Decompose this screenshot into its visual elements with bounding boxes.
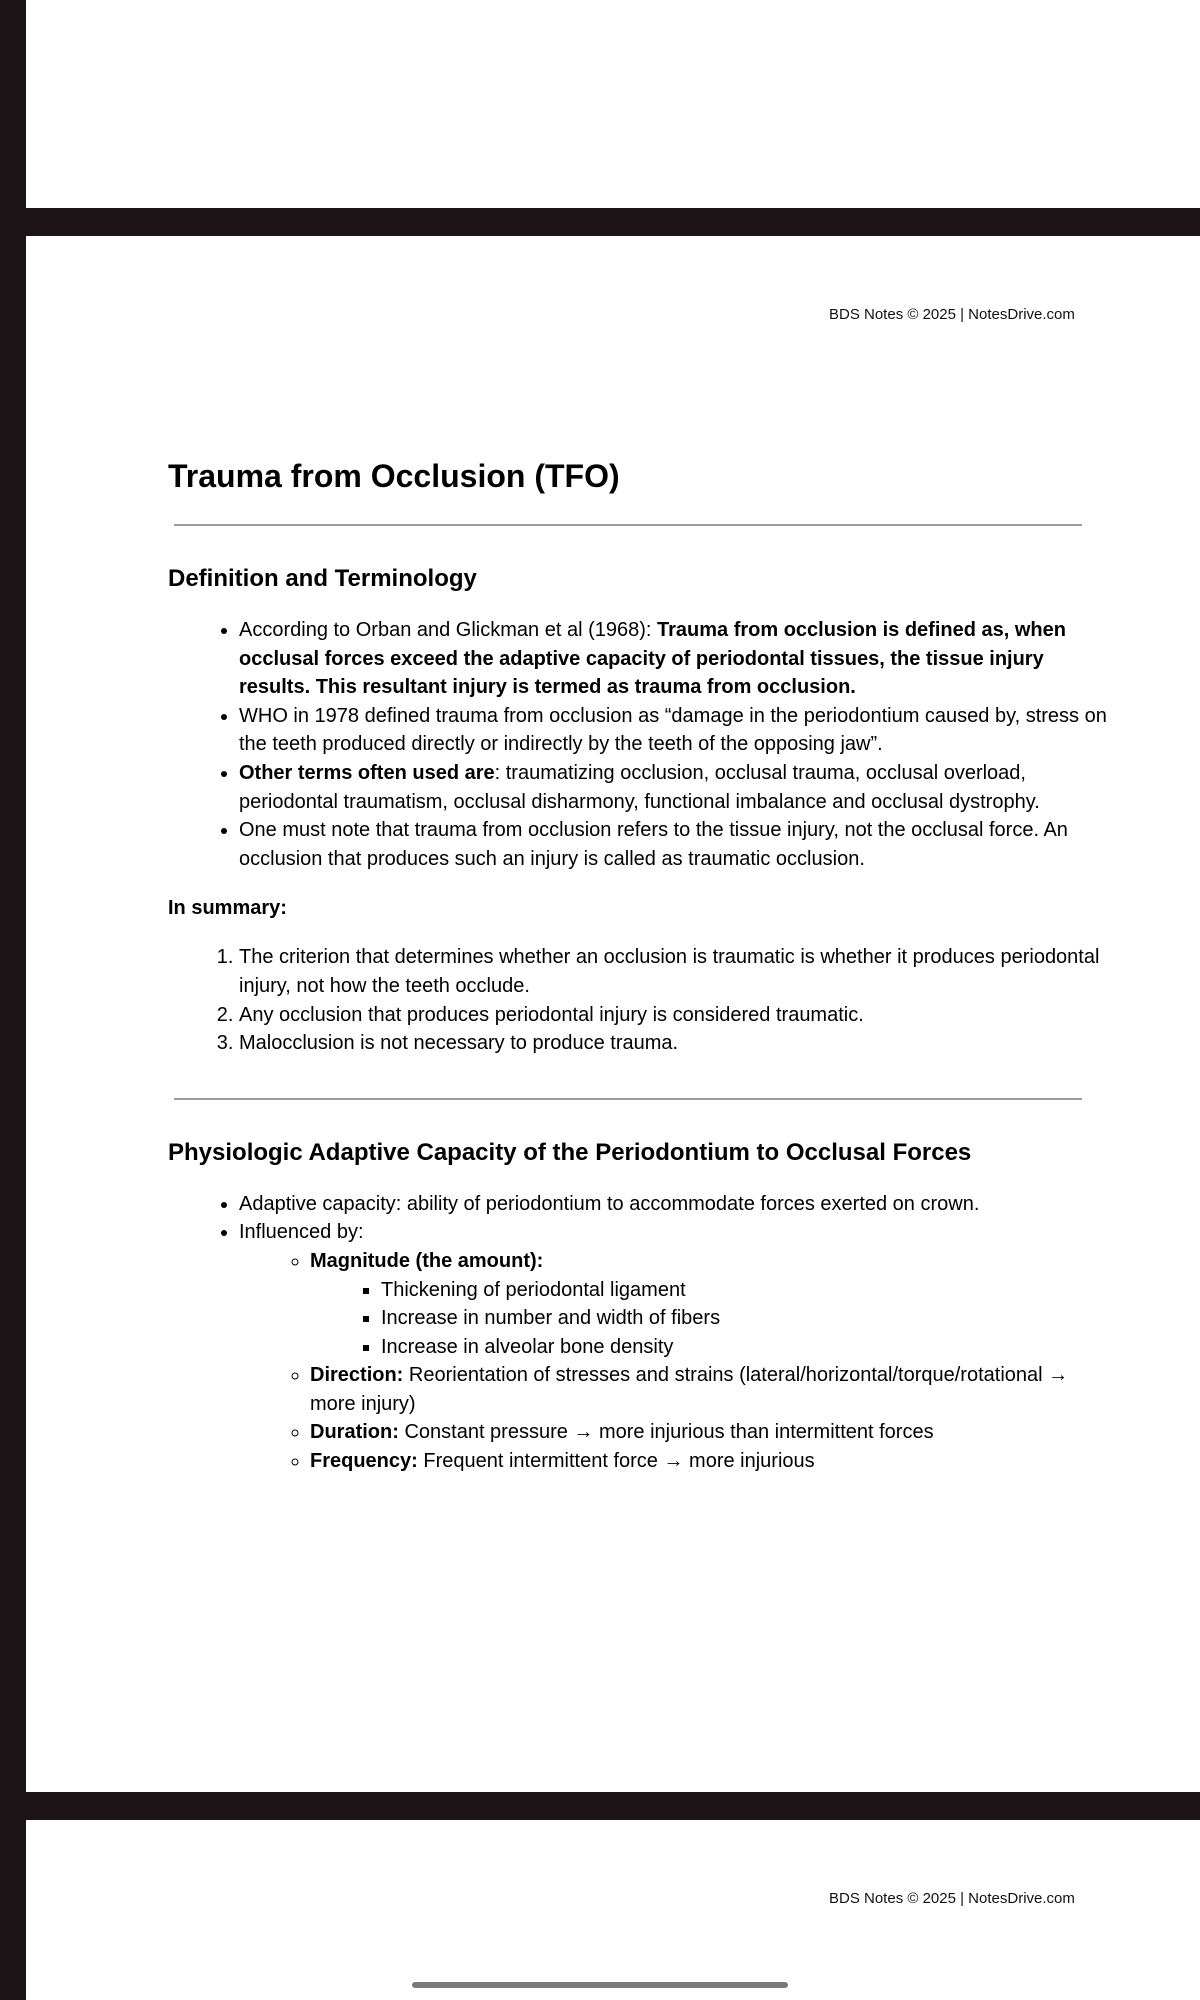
section-heading-definition: Definition and Terminology <box>168 565 477 592</box>
factors-list <box>239 1247 1108 1476</box>
list-item: ▪ Increase in alveolar bone density <box>381 1333 1108 1362</box>
magnitude-effects-list <box>310 1276 1108 1362</box>
summary-list <box>168 943 1108 1057</box>
list-item: 1. The criterion that determines whether an occlusion is traumatic is whether it produces periodontal injury, not how the teeth occlude. <box>239 943 1108 1000</box>
page-content <box>168 456 1108 1476</box>
list-item: • One must note that trauma from occlusion refers to the tissue injury, not the occlusal force. An occlusion that produces such an injury is called as traumatic occlusion. <box>239 816 1108 873</box>
page-header-note: BDS Notes © 2025 | NotesDrive.com <box>829 306 1075 323</box>
list-item: 2. Any occlusion that produces periodontal injury is considered traumatic. <box>239 1001 1108 1030</box>
divider <box>174 1098 1082 1100</box>
list-item: • Influenced by: ◦ Magnitude (the amount): ▪ Thickening of periodontal ligament ▪ Increase in number and width of fibers ▪ Increase in alveolar bone density ◦ Direction: Reorientation of stresses and strains (lateral/horizontal/torque/rotational → more injury) ◦ Duration: Constant pressure → more injurious than intermittent forces ◦ Frequency: Frequent intermittent force → more injurious <box>239 1218 1108 1475</box>
list-item: • WHO in 1978 defined trauma from occlusion as “damage in the periodontium caused by, stress on the teeth produced directly or indirectly by the teeth of the opposing jaw”. <box>239 702 1108 759</box>
adaptive-capacity-list <box>168 1190 1108 1476</box>
list-item: • Adaptive capacity: ability of periodontium to accommodate forces exerted on crown. <box>239 1190 1108 1219</box>
summary-heading: In summary: <box>168 897 287 920</box>
list-item-frequency: ◦ Frequency: Frequent intermittent force → more injurious <box>310 1447 1108 1476</box>
list-item-magnitude: ◦ Magnitude (the amount): ▪ Thickening of periodontal ligament ▪ Increase in number and width of fibers ▪ Increase in alveolar bone density <box>310 1247 1108 1361</box>
list-item: • According to Orban and Glickman et al (1968): Trauma from occlusion is defined as, when occlusal forces exceed the adaptive capacity of periodontal tissues, the tissue injury results. This resultant injury is termed as trauma from occlusion. <box>239 616 1108 702</box>
next-page <box>26 1820 1200 2000</box>
list-item: ▪ Thickening of periodontal ligament <box>381 1276 1108 1305</box>
list-item-direction: ◦ Direction: Reorientation of stresses and strains (lateral/horizontal/torque/rotational → more injury) <box>310 1361 1108 1418</box>
section-heading-adaptive-capacity: Physiologic Adaptive Capacity of the Periodontium to Occlusal Forces <box>168 1138 972 1166</box>
list-item: 3. Malocclusion is not necessary to produce trauma. <box>239 1029 1108 1058</box>
list-item-duration: ◦ Duration: Constant pressure → more injurious than intermittent forces <box>310 1418 1108 1447</box>
page-title: Trauma from Occlusion (TFO) <box>168 458 620 494</box>
previous-page <box>26 0 1200 208</box>
document-page <box>26 236 1200 1792</box>
page-header-note: BDS Notes © 2025 | NotesDrive.com <box>829 1890 1075 1907</box>
list-item: • Other terms often used are: traumatizing occlusion, occlusal trauma, occlusal overload, periodontal traumatism, occlusal disharmony, functional imbalance and occlusal dystrophy. <box>239 759 1108 816</box>
divider <box>174 524 1082 526</box>
definition-list <box>168 616 1108 873</box>
home-indicator-bar[interactable] <box>412 1982 788 1988</box>
list-item: ▪ Increase in number and width of fibers <box>381 1304 1108 1333</box>
